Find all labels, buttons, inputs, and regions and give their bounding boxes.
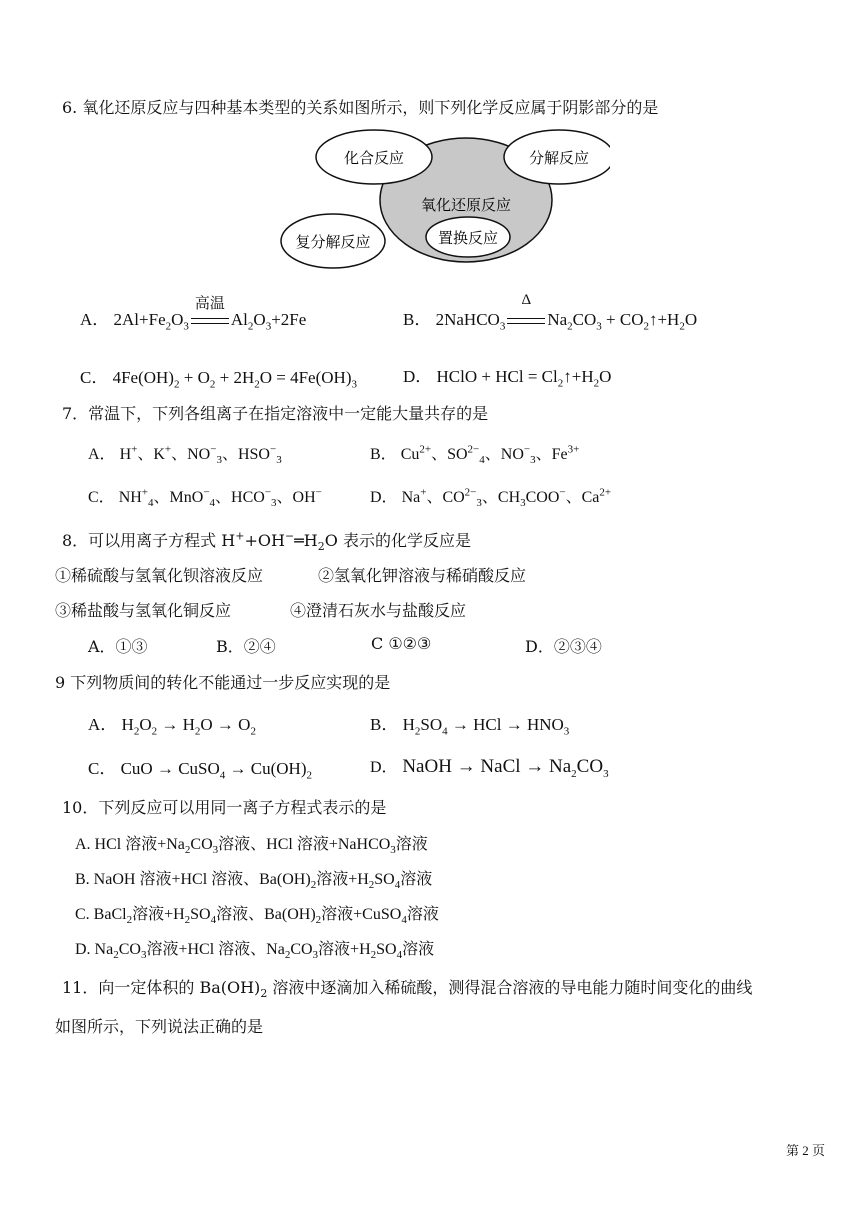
page-number: 第 2 页 [786, 1143, 826, 1158]
q6-stem: 6. 氧化还原反应与四种基本类型的关系如图所示，则下列化学反应属于阴影部分的是 [62, 98, 659, 117]
q8-reaction-1: ①稀硫酸与氢氧化钡溶液反应 [55, 566, 264, 585]
double-displacement-label: 复分解反应 [295, 233, 371, 251]
q10-option-c[interactable]: C. BaCl$_2$溶液$+H_2SO_4$溶液、$Ba(OH)_2$溶液+CuSO$_4$溶液 [75, 906, 439, 927]
redox-label: 氧化还原反应 [420, 196, 512, 214]
q9-stem: 9 下列物质间的转化不能通过一步反应实现的是 [55, 673, 391, 692]
q10-option-b[interactable]: B. NaOH 溶液+HCl 溶液、$Ba(OH)_2$溶液$+H_2SO_4$溶液 [75, 871, 433, 892]
displacement-label: 置换反应 [437, 229, 499, 247]
q10-option-d[interactable]: D. $Na_2CO_3$溶液+HCl 溶液、$Na_2CO_3$溶液$+H_2SO_4$溶液 [75, 941, 435, 962]
q8-option-c[interactable]: C ①②③ [371, 634, 432, 653]
q8-reaction-2: ②氢氧化钾溶液与稀硝酸反应 [318, 566, 527, 585]
q8-option-b[interactable]: B．②④ [216, 637, 276, 656]
q8-reaction-3: ③稀盐酸与氢氧化铜反应 [55, 601, 232, 620]
q7-option-b[interactable]: B． $Cu^{2+}$、$SO^{2-}_4$、$NO^-_3$、$Fe^{3+}$ [370, 443, 580, 467]
q9-option-c[interactable]: C． CuO → CuSO$_4$ → $Cu(OH)_2$ [88, 759, 312, 782]
q8-reaction-4: ④澄清石灰水与盐酸反应 [290, 601, 467, 620]
q8-stem: 8．可以用离子方程式 $H^++OH^-═H_2O$ 表示的化学反应是 [62, 529, 471, 554]
decomposition-label: 分解反应 [528, 149, 590, 167]
q7-option-a[interactable]: A． H+、K+、$NO^-_3$、$HSO^-_3$ [88, 443, 282, 467]
combination-label: 化合反应 [343, 149, 405, 167]
q7-option-c[interactable]: C． $NH^+_4$、MnO−$_4$、$HCO^-_3$、OH− [88, 486, 322, 510]
q9-option-d[interactable]: D． NaOH → NaCl → $Na_2CO_3$ [370, 756, 609, 780]
q6-option-b[interactable]: B． 2NaHCO$_3$ Δ $Na_2CO_3$ + $CO_2↑+H_2O$ [403, 292, 698, 333]
q11-stem-line2: 如图所示，下列说法正确的是 [55, 1017, 264, 1036]
q8-option-a[interactable]: A．①③ [88, 637, 148, 656]
q10-stem: 10．下列反应可以用同一离子方程式表示的是 [62, 798, 387, 817]
q7-stem: 7．常温下，下列各组离子在指定溶液中一定能大量共存的是 [62, 404, 489, 423]
q8-option-d[interactable]: D．②③④ [525, 637, 602, 656]
q6-option-d[interactable]: D． HClO + HCl = $Cl_2↑+H_2O$ [403, 367, 612, 390]
q6-option-a[interactable]: A． $2Al+Fe_2O_3$ 高温 $Al_2O_3+2Fe$ [80, 296, 307, 333]
q9-option-b[interactable]: B． $H_2SO_4$ → HCl → $HNO_3$ [370, 715, 570, 738]
q9-option-a[interactable]: A． $H_2O_2 \to H_2O \to O_2$ [88, 715, 256, 738]
q11-stem-line1: 11．向一定体积的 $Ba(OH)_2$ 溶液中逐滴加入稀硫酸，测得混合溶液的导电能力随时间变化的曲线 [62, 978, 753, 1001]
q6-option-c[interactable]: C． $4Fe(OH)_2 + O_2 + 2H_2O = 4Fe(OH)_3$ [80, 368, 357, 391]
q7-option-d[interactable]: D． Na+、$CO^{2-}_3$、$CH_3COO^-$、$Ca^{2+}$ [370, 486, 612, 510]
q6-venn-diagram [270, 128, 610, 278]
q10-option-a[interactable]: A. HCl 溶液$+Na_2CO_3$溶液、HCl 溶液+NaHCO$_3$溶液 [75, 836, 428, 857]
